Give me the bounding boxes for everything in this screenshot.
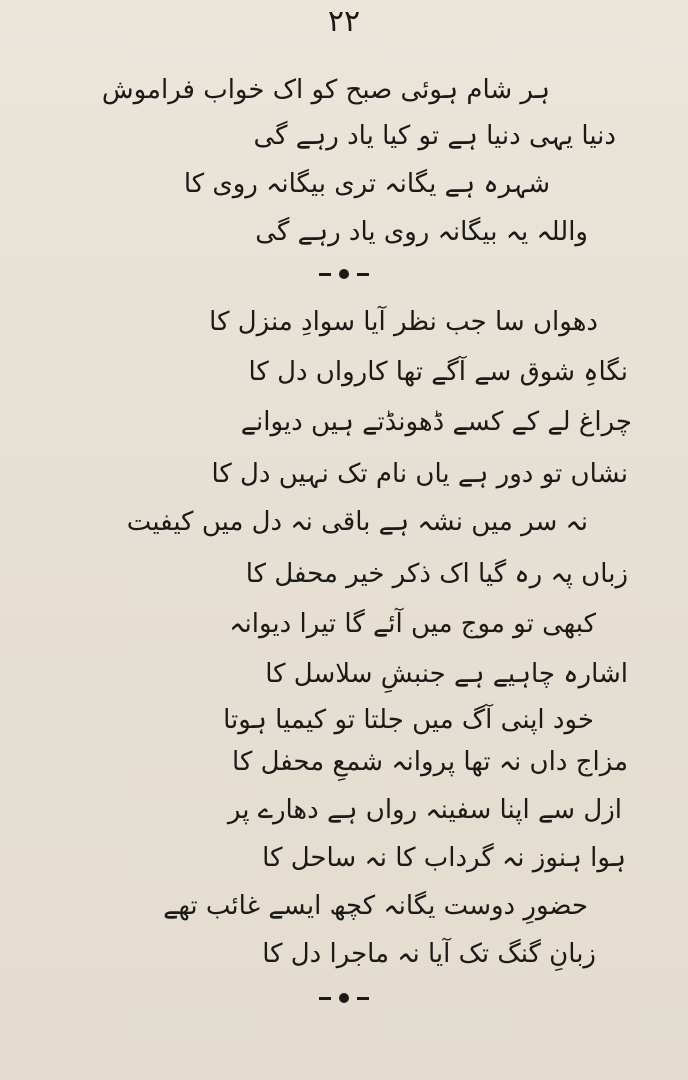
verse-line: مزاج داں نہ تھا پروانہ شمعِ محفل کا (232, 747, 628, 777)
verse-line: واللہ یہ بیگانہ روی یاد رہے گی (255, 217, 588, 247)
verse-line: نشاں تو دور ہے یاں نام تک نہیں دل کا (211, 459, 628, 489)
divider-dash (357, 273, 369, 276)
verse-line: زبانِ گنگ تک آیا نہ ماجرا دل کا (262, 939, 596, 969)
verse-line: زباں پہ رہ گیا اک ذکر خیر محفل کا (245, 559, 628, 589)
page-number: ۲۲ (327, 4, 361, 39)
verse-line: خود اپنی آگ میں جلتا تو کیمیا ہوتا (223, 705, 594, 735)
verse-line: اشارہ چاہیے ہے جنبشِ سلاسل کا (265, 659, 628, 689)
verse-line: نگاہِ شوق سے آگے تھا کارواں دل کا (248, 357, 628, 387)
divider-dot (339, 993, 349, 1003)
divider-dash (357, 997, 369, 1000)
divider-dash (319, 997, 331, 1000)
verse-line: شہرہ ہے یگانہ تری بیگانہ روی کا (183, 169, 550, 199)
verse-line: حضورِ دوست یگانہ کچھ ایسے غائب تھے (163, 891, 588, 921)
verse-line: دھواں سا جب نظر آیا سوادِ منزل کا (209, 307, 598, 337)
divider-dot (339, 269, 349, 279)
divider-dash (319, 273, 331, 276)
verse-line: چراغ لے کے کسے ڈھونڈتے ہیں دیوانے (240, 407, 632, 437)
verse-line: ہر شام ہوئی صبح کو اک خواب فراموش (101, 75, 550, 105)
verse-line: کبھی تو موج میں آئے گا تیرا دیوانہ (229, 609, 596, 639)
verse-line: نہ سر میں نشہ ہے باقی نہ دل میں کیفیت (126, 507, 588, 537)
section-divider (0, 988, 688, 1008)
section-divider (0, 264, 688, 284)
verse-line: ازل سے اپنا سفینہ رواں ہے دھارے پر (227, 795, 622, 825)
verse-line: دنیا یہی دنیا ہے تو کیا یاد رہے گی (253, 121, 616, 151)
verse-line: ہوا ہنوز نہ گرداب کا نہ ساحل کا (262, 843, 626, 873)
